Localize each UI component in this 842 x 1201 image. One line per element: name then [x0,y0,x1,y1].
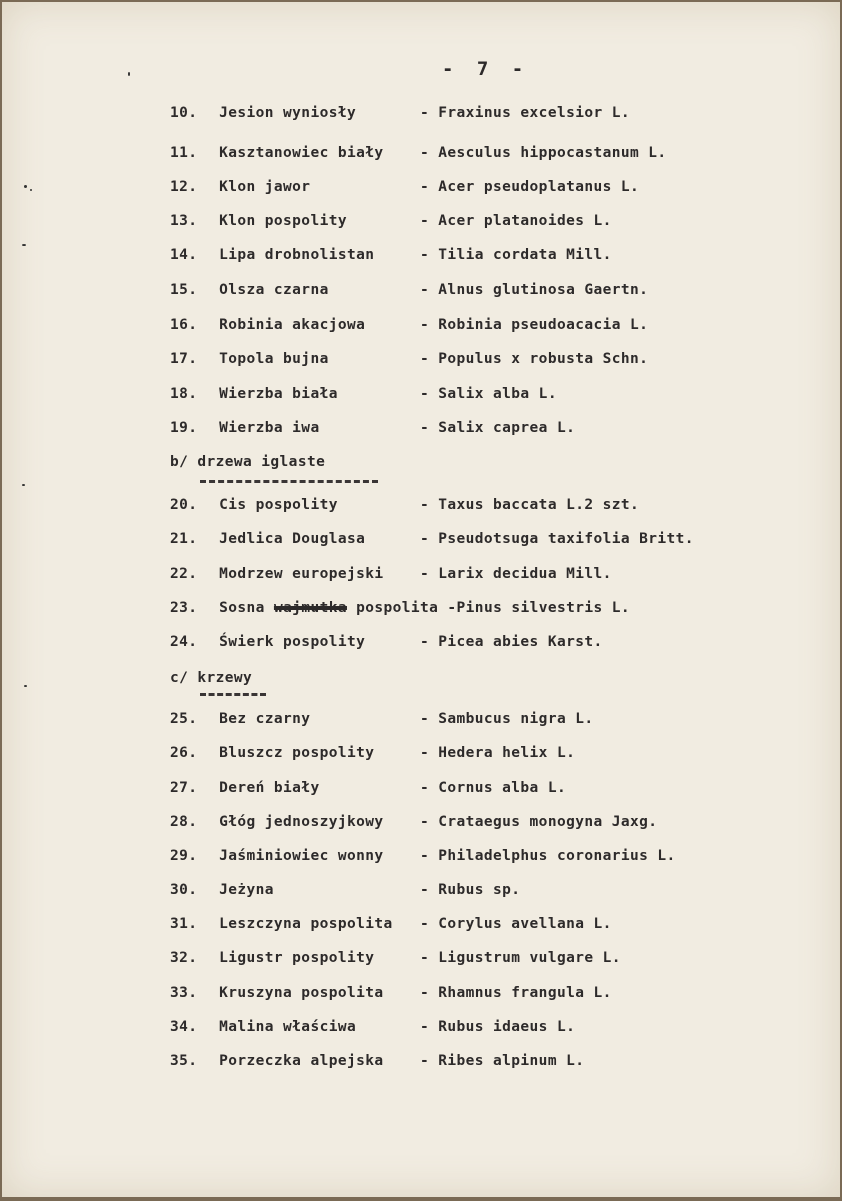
latin-name: - Populus x robusta Schn. [420,351,649,367]
paper-speck [22,244,26,246]
latin-name: - Cornus alba L. [420,780,567,796]
list-item [170,711,594,727]
list-item [170,351,649,367]
item-number: 18. [170,386,198,402]
latin-name: - Philadelphus coronarius L. [420,848,676,864]
struck-word: wajmutka [273,600,347,616]
latin-name: - Rhamnus frangula L. [420,985,612,1001]
item-number: 27. [170,780,198,796]
list-item [170,1019,576,1035]
paper-speck [24,685,27,687]
list-item [170,145,667,161]
list-item [170,634,603,650]
polish-name: Dereń biały [219,780,320,796]
item-number: 17. [170,351,198,367]
polish-name: Ligustr pospolity [219,950,375,966]
latin-name: - Tilia cordata Mill. [420,247,612,263]
list-item [170,386,557,402]
item-number: 29. [170,848,198,864]
section-underline [200,480,378,483]
list-item [170,814,658,830]
latin-name: - Aesculus hippocastanum L. [420,145,667,161]
polish-name: Olsza czarna [219,282,329,298]
latin-name: - Crataegus monogyna Jaxg. [420,814,658,830]
item-number: 20. [170,497,198,513]
item-number: 14. [170,247,198,263]
item-number: 32. [170,950,198,966]
latin-name: - Ligustrum vulgare L. [420,950,621,966]
page-number: - 7 - [442,58,530,80]
polish-name: Robinia akacjowa [219,317,366,333]
list-item [170,531,694,547]
list-item [170,1053,585,1069]
item-number: 11. [170,145,198,161]
list-item [170,882,521,898]
list-item [170,247,612,263]
list-item [170,420,576,436]
item-number: 33. [170,985,198,1001]
polish-name: Kasztanowiec biały [219,145,384,161]
item-number: 28. [170,814,198,830]
item-number: 13. [170,213,198,229]
list-item [170,600,630,616]
polish-name: Lipa drobnolistan [219,247,375,263]
list-item [170,566,612,582]
list-item [170,317,649,333]
item-number: 10. [170,105,198,121]
list-item [170,780,567,796]
item-number: 35. [170,1053,198,1069]
item-number: 22. [170,566,198,582]
latin-name: - Taxus baccata L.2 szt. [420,497,640,513]
item-number: 31. [170,916,198,932]
latin-name: - Alnus glutinosa Gaertn. [420,282,649,298]
item-number: 34. [170,1019,198,1035]
polish-name: Głóg jednoszyjkowy [219,814,384,830]
latin-name: - Larix decidua Mill. [420,566,612,582]
latin-name: - Hedera helix L. [420,745,576,761]
latin-name: - Rubus sp. [420,882,521,898]
section-heading-conifers: b/ drzewa iglaste [170,454,326,470]
latin-name: - Acer platanoides L. [420,213,612,229]
item-number: 16. [170,317,198,333]
polish-name: Jaśminiowiec wonny [219,848,384,864]
paper-speck [30,189,32,191]
polish-name: Jesion wyniosły [219,105,357,121]
section-underline [200,693,266,696]
item-number: 12. [170,179,198,195]
polish-name: Jedlica Douglasa [219,531,366,547]
latin-name: - Corylus avellana L. [420,916,612,932]
polish-name: Leszczyna pospolita [219,916,393,932]
polish-name: Klon jawor [219,179,311,195]
latin-name: - Rubus idaeus L. [420,1019,576,1035]
list-item [170,497,640,513]
list-item [170,848,676,864]
list-item [170,916,612,932]
paper-speck [22,484,25,486]
latin-name: - Acer pseudoplatanus L. [420,179,640,195]
item-number: 25. [170,711,198,727]
polish-name: Sosna [219,600,265,616]
polish-name: Bez czarny [219,711,311,727]
latin-name: - Robinia pseudoacacia L. [420,317,649,333]
latin-name: - Salix alba L. [420,386,557,402]
item-number: 15. [170,282,198,298]
polish-name: Cis pospolity [219,497,338,513]
list-item [170,985,612,1001]
latin-name: - Pseudotsuga taxifolia Britt. [420,531,694,547]
item-number: 23. [170,600,198,616]
list-item [170,282,649,298]
paper-speck [24,185,27,188]
paper-speck [128,72,130,76]
item-number: 21. [170,531,198,547]
entry-rest: pospolita -Pinus silvestris L. [356,600,631,616]
polish-name: Topola bujna [219,351,329,367]
polish-name: Porzeczka alpejska [219,1053,384,1069]
item-number: 19. [170,420,198,436]
list-item [170,179,640,195]
list-item [170,105,630,121]
list-item [170,745,576,761]
polish-name: Wierzba iwa [219,420,320,436]
item-number: 30. [170,882,198,898]
polish-name: Wierzba biała [219,386,338,402]
latin-name: - Sambucus nigra L. [420,711,594,727]
polish-name: Klon pospolity [219,213,347,229]
document-page [2,2,840,1197]
polish-name: Bluszcz pospolity [219,745,375,761]
item-number: 26. [170,745,198,761]
latin-name: - Fraxinus excelsior L. [420,105,630,121]
list-item [170,950,621,966]
latin-name: - Picea abies Karst. [420,634,603,650]
item-number: 24. [170,634,198,650]
polish-name: Modrzew europejski [219,566,384,582]
polish-name: Świerk pospolity [219,634,366,650]
list-item [170,213,612,229]
polish-name: Jeżyna [219,882,274,898]
polish-name: Malina właściwa [219,1019,357,1035]
latin-name: - Salix caprea L. [420,420,576,436]
section-heading-shrubs: c/ krzewy [170,670,253,686]
polish-name: Kruszyna pospolita [219,985,384,1001]
latin-name: - Ribes alpinum L. [420,1053,585,1069]
